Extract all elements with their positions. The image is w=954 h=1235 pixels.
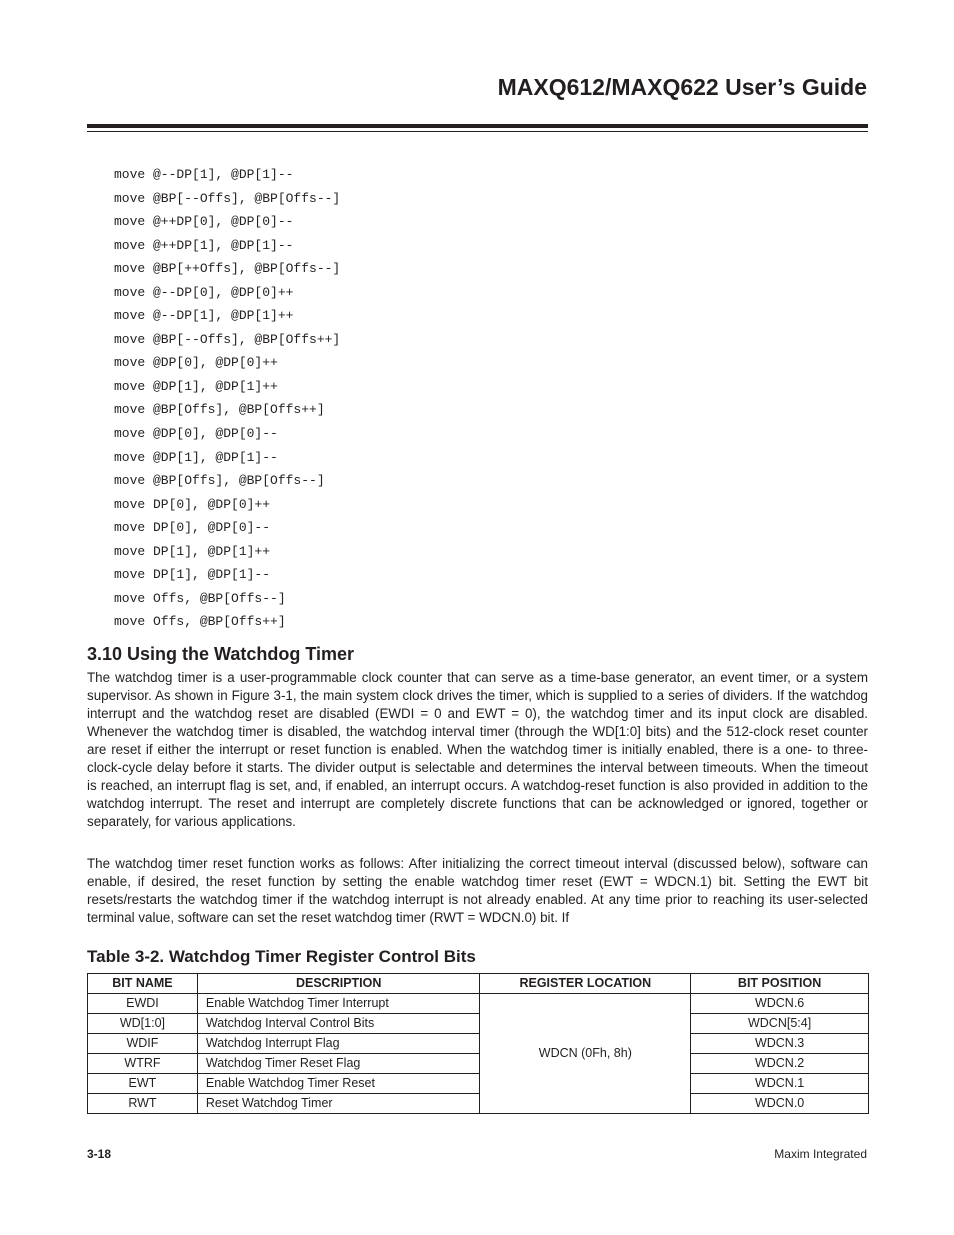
table-row [88, 1014, 869, 1034]
code-line: move @DP[0], @DP[0]++ [114, 355, 278, 371]
header-rule-thin [87, 131, 868, 132]
page-number: 3-18 [87, 1147, 112, 1161]
code-line: move @--DP[0], @DP[0]++ [114, 284, 294, 300]
code-line: move DP[0], @DP[0]++ [114, 496, 271, 512]
table-row [88, 994, 869, 1014]
table-row [88, 1074, 869, 1094]
code-block [114, 163, 340, 634]
bit-name-cell: WD[1:0] [88, 1014, 198, 1034]
code-line: move @DP[0], @DP[0]-- [114, 426, 278, 442]
bit-name-cell: EWDI [88, 994, 198, 1014]
bit-name-cell: WDIF [88, 1034, 198, 1054]
bit-name-cell: EWT [88, 1074, 198, 1094]
code-line: move @BP[Offs], @BP[Offs--] [114, 473, 325, 489]
code-line: move DP[1], @DP[1]++ [114, 543, 271, 559]
header-bit-position: BIT POSITION [691, 974, 869, 994]
header-register-location: REGISTER LOCATION [480, 974, 691, 994]
code-line: move @BP[--Offs], @BP[Offs++] [114, 331, 341, 347]
code-line: move Offs, @BP[Offs--] [114, 590, 286, 606]
footer-company: Maxim Integrated [774, 1147, 867, 1161]
description-cell: Enable Watchdog Timer Interrupt [197, 994, 480, 1014]
code-line: move @BP[--Offs], @BP[Offs--] [114, 190, 341, 206]
code-line: move @DP[1], @DP[1]-- [114, 449, 278, 465]
bit-name-cell: RWT [88, 1094, 198, 1114]
description-cell: Enable Watchdog Timer Reset [197, 1074, 480, 1094]
bit-position-cell: WDCN.6 [691, 994, 869, 1014]
code-line: move @DP[1], @DP[1]++ [114, 378, 278, 394]
bit-position-cell: WDCN.3 [691, 1034, 869, 1054]
code-line: move Offs, @BP[Offs++] [114, 614, 286, 630]
code-line: move DP[0], @DP[0]-- [114, 520, 271, 536]
header-bit-name: BIT NAME [88, 974, 198, 994]
code-line: move @BP[++Offs], @BP[Offs--] [114, 261, 341, 277]
description-cell: Watchdog Interval Control Bits [197, 1014, 480, 1034]
body-paragraph: The watchdog timer reset function works as follows: After initializing the correct timeout interval (discussed below), software can enable, if desired, the reset function by setting the enable watchdog timer reset (EWT = WDCN.1) bit. Setting the EWT bit resets/restarts the watchdog timer if the watchdog interrupt is not already enabled. At any time prior to reaching its user-selected terminal value, software can set the reset watchdog timer (RWT = WDCN.0) bit. If [87, 856, 868, 925]
code-line: move DP[1], @DP[1]-- [114, 567, 271, 583]
body-paragraph: The watchdog timer is a user-programmable clock counter that can serve as a time-base generator, an event timer, or a system supervisor. As shown in Figure 3-1, the main system clock drives the timer, which is supplied to a series of dividers. If the watchdog interrupt and the watchdog reset are disabled (EWDI = 0 and EWT = 0), the watchdog timer and its input clock are disabled. Whenever the watchdog timer is disabled, the watchdog interval timer (through the WD[1:0] bits) and the 512-clock reset counter are reset if either the interrupt or reset function is enabled. When the watchdog timer is initially enabled, there is a one- to three-clock-cycle delay before it starts. The divider output is selectable and determines the interval between timeouts. When the timeout is reached, an interrupt flag is set, and, if enabled, an interrupt occurs. A watchdog-reset function is also provided in addition to the watchdog interrupt. The reset and interrupt are completely discrete functions that can be acknowledged or ignored, together or separately, for various applications. [87, 670, 868, 829]
table-row [88, 1034, 869, 1054]
description-cell: Reset Watchdog Timer [197, 1094, 480, 1114]
code-line: move @BP[Offs], @BP[Offs++] [114, 402, 325, 418]
header-rule-thick [87, 124, 868, 128]
table-title: Table 3-2. Watchdog Timer Register Control Bits [87, 947, 476, 966]
bit-position-cell: WDCN.1 [691, 1074, 869, 1094]
description-cell: Watchdog Timer Reset Flag [197, 1054, 480, 1074]
bit-position-cell: WDCN[5:4] [691, 1014, 869, 1034]
description-cell: Watchdog Interrupt Flag [197, 1034, 480, 1054]
code-line: move @--DP[1], @DP[1]-- [114, 167, 294, 182]
register-table [87, 973, 869, 1114]
table-row [88, 1054, 869, 1074]
bit-position-cell: WDCN.2 [691, 1054, 869, 1074]
bit-position-cell: WDCN.0 [691, 1094, 869, 1114]
code-line: move @++DP[1], @DP[1]-- [114, 237, 294, 253]
bit-name-cell: WTRF [88, 1054, 198, 1074]
table-header-row [88, 974, 869, 994]
code-line: move @++DP[0], @DP[0]-- [114, 214, 294, 230]
register-location-cell: WDCN (0Fh, 8h) [480, 994, 691, 1114]
document-title: MAXQ612/MAXQ622 User’s Guide [497, 74, 867, 100]
table-row [88, 1094, 869, 1114]
section-heading: 3.10 Using the Watchdog Timer [87, 644, 355, 664]
header-description: DESCRIPTION [197, 974, 480, 994]
code-line: move @--DP[1], @DP[1]++ [114, 308, 294, 324]
